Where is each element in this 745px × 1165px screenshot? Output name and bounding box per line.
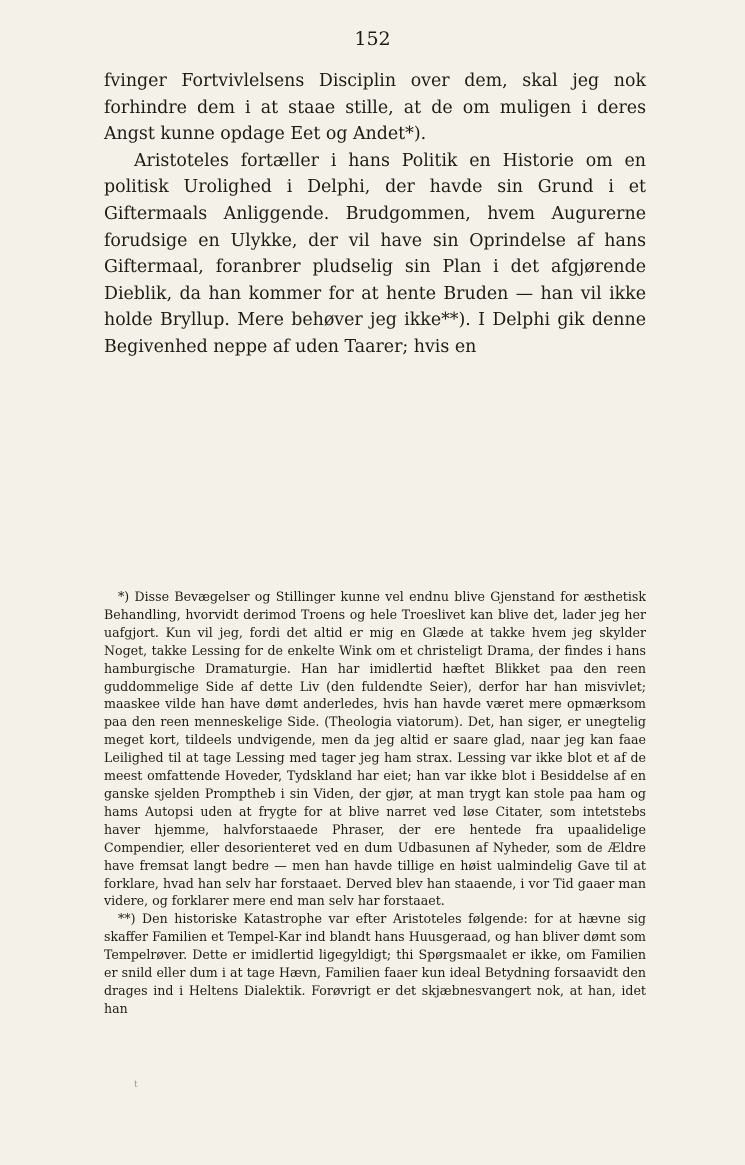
footnote-1: *) Disse Bevægelser og Stillinger kunne vel endnu blive Gjenstand for æsthetisk Behandling, hvorvidt derimod Troens og hele Troeslivet kan blive det, lader jeg her uafgjort. Kun vil jeg, fordi det altid er mig en Glæde at takke hvem jeg skylder Noget, takke Lessing for de enkelte Wink om et christeligt Drama, der findes i hans hamburgische Dramaturgie. Han har imidlertid hæftet Blikket paa den reen guddommelige Side af dette Liv (den fuldendte Seier), derfor har han misvivlet; maaskee vilde han have dømt anderledes, hvis han havde været mere opmærksom paa den reen menneskelige Side. (Theologia viatorum). Det, han siger, er unegtelig meget kort, tildeels undvigende, men da jeg altid er saare glad, naar jeg kan faae Leilighed til at tage Lessing med tager jeg ham strax. Lessing var ikke blot et af de meest omfattende Hoveder, Tydskland har eiet; han var ikke blot i Besiddelse af en ganske sjelden Promptheb i sin Viden, der gjør, at man trygt kan stole paa ham og hams Autopsi uden at frygte for at blive narret ved løse Citater, som intetstebs haver hjemme, halvforstaaede Phraser, der ere hentede fra upaalidelige Compendier, eller desorienteret ved en dum Udbasunen af Nyheder, som de Ældre have fremsat langt bedre — men han havde tillige en høist ualmindelig Gave til at forklare, hvad han selv har forstaaet. Derved blev han staaende, i vor Tid gaaer man videre, og forklarer mere end man selv har forstaaet. [104, 589, 646, 909]
paragraph-aristotle: Aristoteles fortæller i hans Politik en Historie om en politisk Urolighed i Delphi, der havde sin Grund i et Giftermaals Anliggende. Brudgommen, hvem Augurerne forudsige en Ulykke, der vil have sin Oprindelse af hans Giftermaal, foranbrer pludselig sin Plan i det afgjørende Dieblik, da han kommer for at hente Bruden — han vil ikke holde Bryllup. Mere behøver jeg ikke**). I Delphi gik denne Begivenhed neppe af uden Taarer; hvis en [104, 150, 646, 357]
stray-mark: t [134, 1080, 138, 1090]
footnote-2: **) Den historiske Katastrophe var efter Aristoteles følgende: for at hævne sig skaffer Familien et Tempel-Kar ind blandt hans Huusgeraad, og han bliver dømt som Tempelrøver. Dette er imidlertid ligegyldigt; thi Spørgsmaalet er ikke, om Familien er snild eller dum i at tage Hævn, Familien faaer kun ideal Betydning forsaavidt den drages ind i Heltens Dialektik. Forøvrigt er det skjæbnesvangert nok, at han, idet han [104, 911, 646, 1016]
footnotes [104, 588, 646, 1018]
page-number: 152 [354, 28, 391, 50]
paragraph-continuation: fvinger Fortvivlelsens Disciplin over dem, skal jeg nok forhindre dem i at staae stille, at de om muligen i deres Angst kunne opdage Eet og Andet*). [104, 71, 646, 145]
main-text [104, 68, 646, 361]
